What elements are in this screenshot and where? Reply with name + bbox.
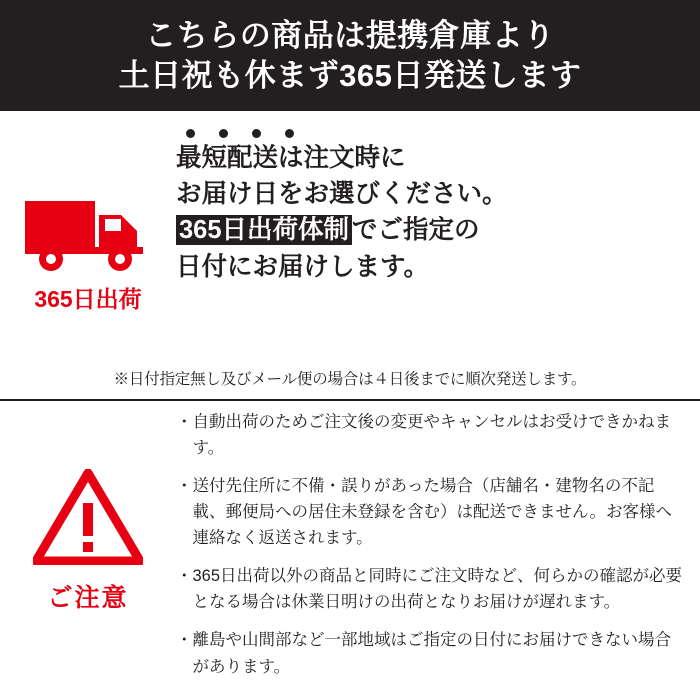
delivery-note: ※日付指定無し及びメール便の場合は４日後までに順次発送します。 <box>113 371 587 388</box>
emphasis-dots <box>186 129 688 138</box>
delivery-message-column <box>176 117 700 363</box>
list-item <box>176 627 684 679</box>
delivery-message-line-2: お届け日をお選びください。 <box>176 180 508 209</box>
bullet: ・ <box>176 567 193 586</box>
delivery-message-line-3 <box>176 212 688 248</box>
emphasis-dot <box>186 129 195 138</box>
list-item <box>176 409 684 461</box>
header-line-1: こちらの商品は提携倉庫より <box>145 17 555 53</box>
list-item-text: 自動出荷のためご注文後の変更やキャンセルはお受けできかねます。 <box>192 413 671 458</box>
list-item-text: 送付先住所に不備・誤りがあった場合（店舗名・建物名の不記載、郵便局への居住未登録を含む）は配送できません。お客様へ連絡なく返送されます。 <box>192 477 672 548</box>
list-item-text: 離島や山間部など一部地域はご指定の日付にお届けできない場合があります。 <box>192 631 671 676</box>
truck-label: 365日出荷 <box>34 285 142 312</box>
delivery-highlight: 365日出荷体制 <box>176 215 352 245</box>
caution-list <box>176 407 700 700</box>
delivery-message-line-4: 日付にお届けします。 <box>176 252 429 281</box>
delivery-message-line-1: 最短配送は注文時に <box>176 144 406 172</box>
delivery-message-line-3-rest: でご指定の <box>352 216 480 245</box>
list-item <box>176 563 684 615</box>
warning-triangle-icon <box>33 469 143 570</box>
emphasis-dot <box>285 129 294 138</box>
caution-section <box>0 401 700 700</box>
caution-label: ご注意 <box>47 584 129 612</box>
truck-column <box>0 117 176 363</box>
bullet: ・ <box>176 477 193 496</box>
delivery-body <box>0 117 700 363</box>
list-item-text: 365日出荷以外の商品と同時にご注文時など、何らかの確認が必要となる場合は休業日明けの出荷となりお届けが遅れます。 <box>192 567 683 612</box>
delivery-section <box>0 111 700 401</box>
banner-header <box>0 0 700 111</box>
bullet: ・ <box>176 413 193 431</box>
emphasis-dot <box>219 129 228 138</box>
header-line-2: 土日祝も休まず365日発送します <box>118 57 582 93</box>
caution-icon-column <box>0 407 176 700</box>
emphasis-dot <box>252 129 261 138</box>
truck-icon <box>23 189 153 275</box>
list-item <box>176 473 684 551</box>
bullet: ・ <box>176 631 193 650</box>
